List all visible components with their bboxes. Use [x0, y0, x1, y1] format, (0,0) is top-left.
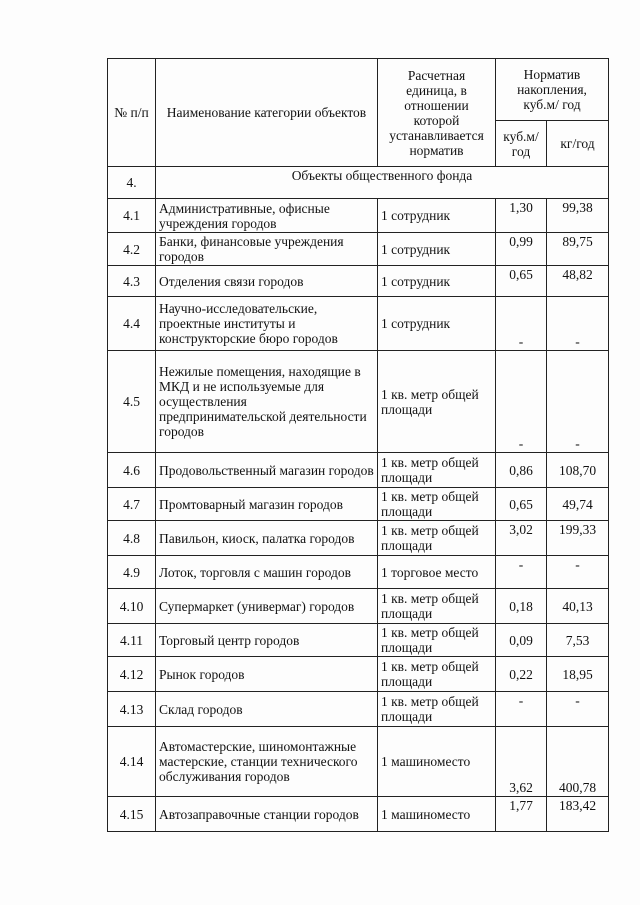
row-unit: 1 кв. метр общей площади: [378, 692, 496, 727]
row-m3: 0,65: [496, 488, 547, 521]
table-row: [108, 556, 609, 589]
row-unit: 1 кв. метр общей площади: [378, 657, 496, 692]
row-kg: 48,82: [547, 266, 609, 297]
section-num: 4.: [108, 167, 156, 199]
table-row: [108, 351, 609, 453]
row-kg: 49,74: [547, 488, 609, 521]
header-unit: Расчетная единица, в отношении которой устанавливается норматив: [378, 59, 496, 167]
row-m3: -: [496, 556, 547, 589]
row-num: 4.13: [108, 692, 156, 727]
row-m3: 3,02: [496, 521, 547, 556]
row-unit: 1 сотрудник: [378, 199, 496, 233]
row-kg: -: [547, 297, 609, 351]
row-name: Лоток, торговля с машин городов: [156, 556, 378, 589]
row-name: Промтоварный магазин городов: [156, 488, 378, 521]
row-num: 4.5: [108, 351, 156, 453]
row-num: 4.6: [108, 453, 156, 488]
table-row: [108, 727, 609, 797]
row-kg: 7,53: [547, 624, 609, 657]
table-row: [108, 297, 609, 351]
row-kg: 108,70: [547, 453, 609, 488]
header-name: Наименование категории объектов: [156, 59, 378, 167]
row-unit: 1 кв. метр общей площади: [378, 351, 496, 453]
row-name: Административные, офисные учреждения городов: [156, 199, 378, 233]
row-m3: 0,18: [496, 589, 547, 624]
header-kg: кг/год: [547, 121, 609, 167]
row-name: Автомастерские, шиномонтажные мастерские, станции технического обслуживания городов: [156, 727, 378, 797]
table-row: [108, 453, 609, 488]
row-unit: 1 торговое место: [378, 556, 496, 589]
row-kg: 400,78: [547, 727, 609, 797]
row-kg: 89,75: [547, 233, 609, 266]
row-name: Автозаправочные станции городов: [156, 797, 378, 832]
row-name: Продовольственный магазин городов: [156, 453, 378, 488]
row-m3: 1,30: [496, 199, 547, 233]
table-row: [108, 692, 609, 727]
header-num: № п/п: [108, 59, 156, 167]
row-m3: -: [496, 297, 547, 351]
row-unit: 1 кв. метр общей площади: [378, 589, 496, 624]
row-kg: -: [547, 351, 609, 453]
row-kg: -: [547, 692, 609, 727]
row-num: 4.1: [108, 199, 156, 233]
row-unit: 1 сотрудник: [378, 233, 496, 266]
row-unit: 1 кв. метр общей площади: [378, 624, 496, 657]
row-kg: 18,95: [547, 657, 609, 692]
row-unit: 1 кв. метр общей площади: [378, 453, 496, 488]
row-num: 4.7: [108, 488, 156, 521]
norms-table: [107, 58, 609, 832]
row-m3: 1,77: [496, 797, 547, 832]
row-num: 4.4: [108, 297, 156, 351]
row-num: 4.3: [108, 266, 156, 297]
row-name: Супермаркет (универмаг) городов: [156, 589, 378, 624]
row-m3: 0,65: [496, 266, 547, 297]
row-name: Рынок городов: [156, 657, 378, 692]
table-row: [108, 589, 609, 624]
row-num: 4.12: [108, 657, 156, 692]
section-title: Объекты общественного фонда: [156, 167, 609, 199]
row-m3: 0,09: [496, 624, 547, 657]
row-unit: 1 кв. метр общей площади: [378, 488, 496, 521]
row-kg: 40,13: [547, 589, 609, 624]
row-m3: -: [496, 692, 547, 727]
table-row: [108, 488, 609, 521]
row-name: Отделения связи городов: [156, 266, 378, 297]
row-unit: 1 кв. метр общей площади: [378, 521, 496, 556]
row-num: 4.2: [108, 233, 156, 266]
row-num: 4.9: [108, 556, 156, 589]
row-m3: 0,99: [496, 233, 547, 266]
row-m3: -: [496, 351, 547, 453]
table-row: [108, 266, 609, 297]
row-num: 4.11: [108, 624, 156, 657]
table-row: [108, 199, 609, 233]
table-row: [108, 521, 609, 556]
row-m3: 0,22: [496, 657, 547, 692]
row-name: Нежилые помещения, находящие в МКД и не используемые для осуществления предпринимательской деятельности городов: [156, 351, 378, 453]
row-name: Склад городов: [156, 692, 378, 727]
table-row: [108, 624, 609, 657]
row-unit: 1 машиноместо: [378, 727, 496, 797]
row-kg: 199,33: [547, 521, 609, 556]
row-unit: 1 сотрудник: [378, 297, 496, 351]
row-name: Банки, финансовые учреждения городов: [156, 233, 378, 266]
row-num: 4.14: [108, 727, 156, 797]
row-kg: 183,42: [547, 797, 609, 832]
row-kg: 99,38: [547, 199, 609, 233]
row-unit: 1 машиноместо: [378, 797, 496, 832]
row-name: Павильон, киоск, палатка городов: [156, 521, 378, 556]
row-num: 4.15: [108, 797, 156, 832]
header-norm: Норматив накопления, куб.м/ год: [496, 59, 609, 121]
table-row: [108, 233, 609, 266]
row-name: Научно-исследовательские, проектные институты и конструкторские бюро городов: [156, 297, 378, 351]
row-unit: 1 сотрудник: [378, 266, 496, 297]
row-kg: -: [547, 556, 609, 589]
row-num: 4.8: [108, 521, 156, 556]
table-row: [108, 797, 609, 832]
row-num: 4.10: [108, 589, 156, 624]
table-row: [108, 657, 609, 692]
row-m3: 0,86: [496, 453, 547, 488]
header-m3: куб.м/год: [496, 121, 547, 167]
row-name: Торговый центр городов: [156, 624, 378, 657]
row-m3: 3,62: [496, 727, 547, 797]
